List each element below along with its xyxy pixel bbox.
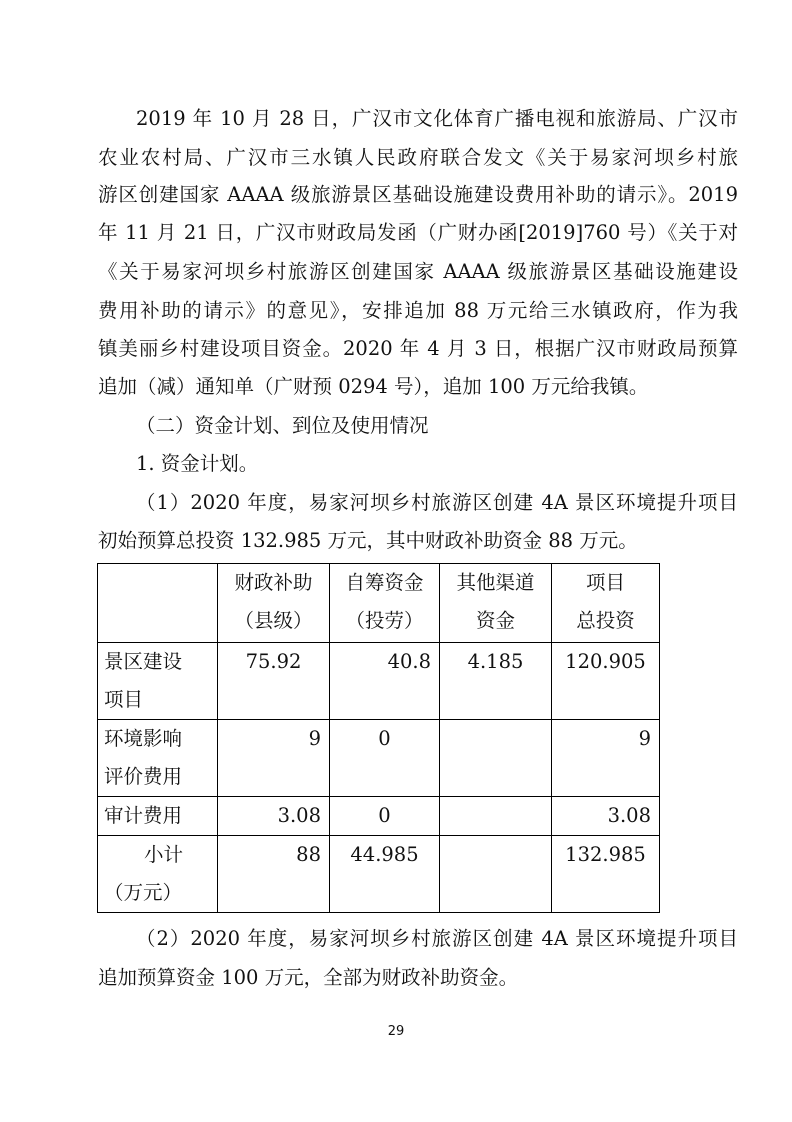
paragraph-3-line-2: 追加预算资金 100 万元，全部为财政补助资金。 (98, 966, 519, 989)
section-heading: （二）资金计划、到位及使用情况 (136, 414, 429, 437)
table-cell-fiscal: 9 (218, 720, 330, 797)
paragraph-1-line-1: 2019 年 10 月 28 日，广汉市文化体育广播电视和旅游局、广汉市 (136, 107, 738, 130)
table-header-cell: 项目 总投资 (552, 564, 660, 643)
table-row-label: 小计 （万元） (98, 836, 218, 913)
table-row (98, 797, 660, 836)
paragraph-1-line-5: 《关于易家河坝乡村旅游区创建国家 AAAA 级旅游景区基础设施建设 (98, 260, 738, 283)
table-header-cell: 财政补助 （县级） (218, 564, 330, 643)
page-number: 29 (387, 1024, 405, 1039)
table-row-label: 审计费用 (98, 797, 218, 836)
table-cell-total: 132.985 (552, 836, 660, 913)
paragraph-1-line-7: 镇美丽乡村建设项目资金。2020 年 4 月 3 日，根据广汉市财政局预算 (98, 337, 738, 360)
table-cell-other (440, 836, 552, 913)
paragraph-1-line-6: 费用补助的请示》的意见》，安排追加 88 万元给三水镇政府，作为我 (98, 299, 738, 322)
subsection-heading: 1. 资金计划。 (136, 452, 259, 475)
table-cell-total: 120.905 (552, 643, 660, 720)
table-cell-self: 40.8 (330, 643, 440, 720)
table-header-corner (98, 564, 218, 643)
table-cell-fiscal: 3.08 (218, 797, 330, 836)
table-cell-other (440, 720, 552, 797)
paragraph-1-line-3: 游区创建国家 AAAA 级旅游景区基础设施建设费用补助的请示》。2019 (98, 183, 738, 206)
table-cell-total: 9 (552, 720, 660, 797)
table-cell-self: 0 (330, 720, 440, 797)
funding-plan-table (97, 563, 660, 913)
table-row-label: 景区建设 项目 (98, 643, 218, 720)
table-row (98, 643, 660, 720)
paragraph-3-line-1: （2）2020 年度，易家河坝乡村旅游区创建 4A 景区环境提升项目 (136, 927, 738, 950)
table-header-cell: 自筹资金 （投劳） (330, 564, 440, 643)
table-header-cell: 其他渠道 资金 (440, 564, 552, 643)
paragraph-1-line-8: 追加（减）通知单（广财预 0294 号），追加 100 万元给我镇。 (98, 375, 649, 398)
table-cell-fiscal: 75.92 (218, 643, 330, 720)
paragraph-1-line-4: 年 11 月 21 日，广汉市财政局发函（广财办函[2019]760 号）《关于对 (98, 221, 738, 244)
table-row-label: 环境影响 评价费用 (98, 720, 218, 797)
table-cell-other: 4.185 (440, 643, 552, 720)
paragraph-2-line-1: （1）2020 年度，易家河坝乡村旅游区创建 4A 景区环境提升项目 (136, 491, 738, 514)
paragraph-2-line-2: 初始预算总投资 132.985 万元，其中财政补助资金 88 万元。 (98, 529, 638, 552)
table-row (98, 720, 660, 797)
table-cell-self: 0 (330, 797, 440, 836)
paragraph-1-line-2: 农业农村局、广汉市三水镇人民政府联合发文《关于易家河坝乡村旅 (98, 146, 738, 169)
table-cell-fiscal: 88 (218, 836, 330, 913)
table-header-row (98, 564, 660, 643)
table-cell-other (440, 797, 552, 836)
table-cell-total: 3.08 (552, 797, 660, 836)
table-row (98, 836, 660, 913)
table-cell-self: 44.985 (330, 836, 440, 913)
